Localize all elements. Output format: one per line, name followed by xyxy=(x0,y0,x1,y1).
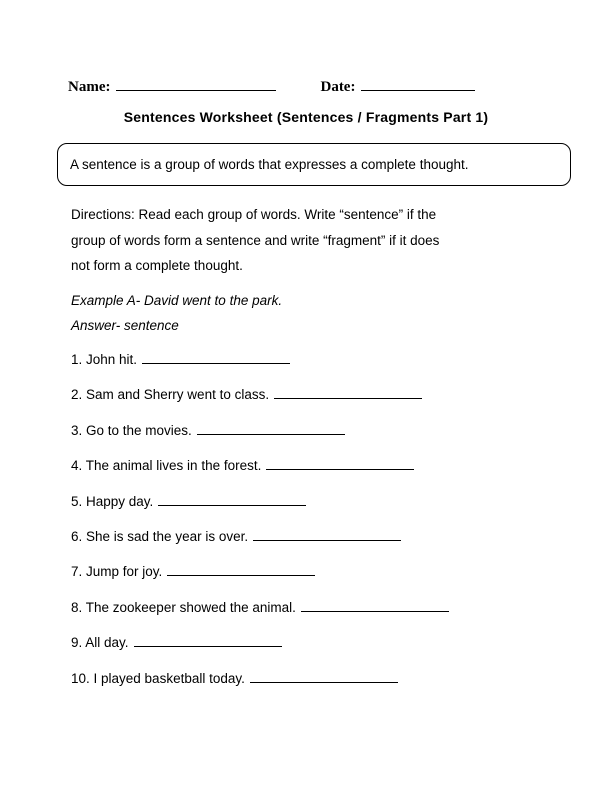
answer-blank-line xyxy=(266,456,414,470)
answer-blank-line xyxy=(197,421,345,435)
question-item xyxy=(71,350,449,385)
date-blank-line xyxy=(361,76,475,91)
example-block xyxy=(71,288,282,338)
question-item xyxy=(71,598,449,633)
answer-blank-line xyxy=(274,385,422,399)
question-item xyxy=(71,562,449,597)
name-blank-line xyxy=(116,76,276,91)
question-text: 3. Go to the movies. xyxy=(71,422,192,438)
question-text: 5. Happy day. xyxy=(71,493,154,509)
name-label: Name: xyxy=(68,79,111,95)
answer-blank-line xyxy=(134,633,282,647)
question-text: 10. I played basketball today. xyxy=(71,670,245,686)
answer-blank-line xyxy=(301,598,449,612)
question-text: 7. Jump for joy. xyxy=(71,564,163,580)
question-text: 6. She is sad the year is over. xyxy=(71,528,249,544)
date-label: Date: xyxy=(320,79,356,95)
answer-blank-line xyxy=(253,527,401,541)
directions-line: Directions: Read each group of words. Write “sentence” if the xyxy=(71,207,437,222)
directions-line: group of words form a sentence and write “fragment” if it does xyxy=(71,232,440,248)
question-item xyxy=(71,669,449,704)
question-item xyxy=(71,385,449,420)
definition-text: A sentence is a group of words that expresses a complete thought. xyxy=(70,157,469,172)
question-text: 1. John hit. xyxy=(71,352,138,367)
question-item xyxy=(71,527,449,562)
question-item xyxy=(71,456,449,491)
definition-box xyxy=(57,143,571,186)
question-text: 2. Sam and Sherry went to class. xyxy=(71,387,270,403)
example-line: Example A- David went to the park. xyxy=(71,293,283,308)
answer-blank-line xyxy=(142,350,290,364)
question-item xyxy=(71,492,449,527)
answer-blank-line xyxy=(250,669,398,683)
question-text: 9. All day. xyxy=(71,635,129,651)
answer-blank-line xyxy=(158,492,306,506)
question-text: 4. The animal lives in the forest. xyxy=(71,458,262,474)
question-text: 8. The zookeeper showed the animal. xyxy=(71,599,296,615)
directions-line: not form a complete thought. xyxy=(71,258,243,273)
name-date-row xyxy=(68,76,475,96)
example-answer-line: Answer- sentence xyxy=(71,318,179,333)
worksheet-title: Sentences Worksheet (Sentences / Fragments Part 1) xyxy=(123,109,489,125)
directions-paragraph xyxy=(71,202,561,279)
question-item xyxy=(71,421,449,456)
question-list xyxy=(71,350,449,704)
answer-blank-line xyxy=(167,562,315,576)
question-item xyxy=(71,633,449,668)
